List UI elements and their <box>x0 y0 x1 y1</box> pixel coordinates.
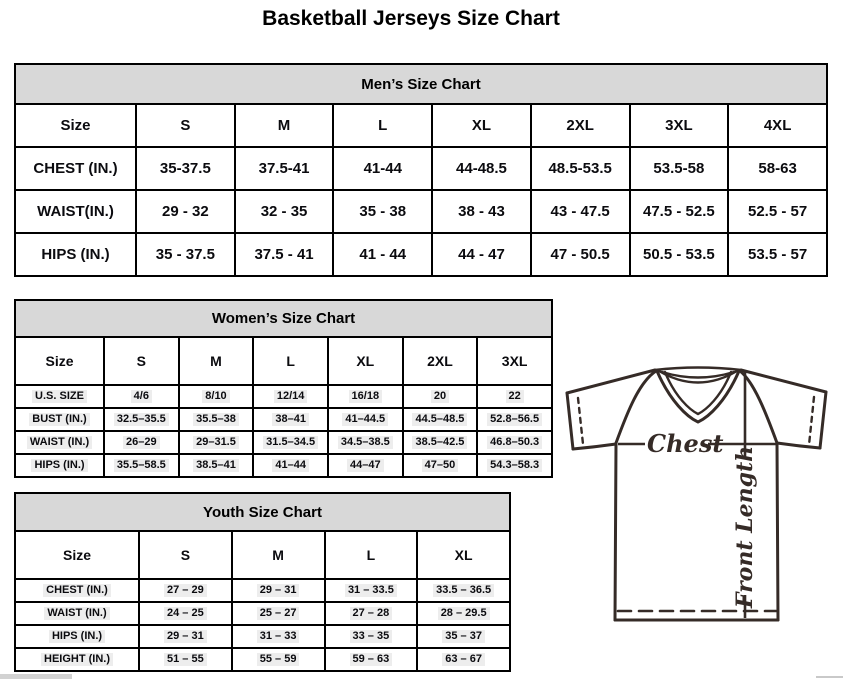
size-value-cell <box>232 625 325 648</box>
size-value-cell: 58-63 <box>728 147 827 190</box>
size-value-cell <box>477 385 552 408</box>
size-value-cell <box>104 431 179 454</box>
size-value: 27 – 29 <box>164 584 207 598</box>
scrollbar-fragment <box>816 676 843 678</box>
size-value-cell <box>477 408 552 431</box>
size-value: 29 – 31 <box>164 630 207 644</box>
size-value-cell <box>325 625 418 648</box>
page-title: Basketball Jerseys Size Chart <box>262 7 560 30</box>
jersey-measurement-diagram <box>555 355 837 640</box>
size-value-cell <box>104 408 179 431</box>
size-value: 38–41 <box>272 413 309 427</box>
row-label <box>15 454 104 477</box>
chart-title: Youth Size Chart <box>15 493 510 531</box>
row-label <box>15 648 139 671</box>
size-value-cell: 47.5 - 52.5 <box>630 190 729 233</box>
size-value-cell <box>328 454 403 477</box>
size-value-cell <box>104 454 179 477</box>
column-header: S <box>104 337 179 385</box>
row-label-text: HEIGHT (IN.) <box>41 653 113 667</box>
size-value-cell: 50.5 - 53.5 <box>630 233 729 276</box>
size-value-cell <box>477 431 552 454</box>
mens-size-chart-table <box>14 63 828 277</box>
size-value-cell <box>325 648 418 671</box>
size-value-cell <box>253 431 328 454</box>
size-value-cell <box>477 454 552 477</box>
row-label-text: WAIST (IN.) <box>44 607 109 621</box>
size-value-cell <box>139 602 232 625</box>
size-value: 29–31.5 <box>193 436 239 450</box>
size-value-cell: 41-44 <box>333 147 432 190</box>
size-value-cell: 52.5 - 57 <box>728 190 827 233</box>
row-label-text: U.S. SIZE <box>32 390 87 404</box>
size-value: 33 – 35 <box>350 630 393 644</box>
column-header: L <box>253 337 328 385</box>
size-value: 28 – 29.5 <box>438 607 490 621</box>
size-value: 33.5 – 36.5 <box>433 584 494 598</box>
column-header: S <box>139 531 232 579</box>
size-value-cell <box>417 579 510 602</box>
size-value-cell: 29 - 32 <box>136 190 235 233</box>
column-header: 3XL <box>477 337 552 385</box>
size-value-cell <box>104 385 179 408</box>
size-value-cell <box>325 602 418 625</box>
size-value-cell <box>179 408 254 431</box>
column-header: XL <box>328 337 403 385</box>
size-value: 20 <box>431 390 449 404</box>
size-value: 46.8–50.3 <box>487 436 542 450</box>
size-value-cell <box>403 408 478 431</box>
row-label <box>15 385 104 408</box>
row-label: CHEST (IN.) <box>15 147 136 190</box>
size-value-cell: 35-37.5 <box>136 147 235 190</box>
size-value-cell: 41 - 44 <box>333 233 432 276</box>
size-value-cell: 44 - 47 <box>432 233 531 276</box>
column-header: 4XL <box>728 104 827 147</box>
size-value-cell <box>325 579 418 602</box>
size-value: 34.5–38.5 <box>338 436 393 450</box>
column-header: XL <box>417 531 510 579</box>
size-value-cell <box>403 431 478 454</box>
chart-title: Men’s Size Chart <box>15 64 827 104</box>
row-label <box>15 408 104 431</box>
column-header: L <box>325 531 418 579</box>
row-label-text: CHEST (IN.) <box>43 584 111 598</box>
size-value: 52.8–56.5 <box>487 413 542 427</box>
size-value: 35 – 37 <box>442 630 485 644</box>
size-value-cell: 53.5 - 57 <box>728 233 827 276</box>
size-value-cell <box>179 454 254 477</box>
row-label <box>15 602 139 625</box>
size-value-cell: 35 - 37.5 <box>136 233 235 276</box>
size-value-cell <box>179 385 254 408</box>
size-value: 27 – 28 <box>350 607 393 621</box>
size-value: 4/6 <box>131 390 152 404</box>
size-value-cell <box>232 602 325 625</box>
size-value-cell <box>328 408 403 431</box>
row-label: WAIST(IN.) <box>15 190 136 233</box>
row-label-text: HIPS (IN.) <box>31 459 87 473</box>
jersey-outline-icon <box>567 368 826 621</box>
column-header: Size <box>15 337 104 385</box>
size-value-cell <box>417 648 510 671</box>
size-value: 51 – 55 <box>164 653 207 667</box>
size-value-cell <box>253 385 328 408</box>
row-label: HIPS (IN.) <box>15 233 136 276</box>
size-value-cell <box>417 602 510 625</box>
column-header: M <box>179 337 254 385</box>
row-label <box>15 579 139 602</box>
row-label-text: BUST (IN.) <box>29 413 89 427</box>
size-value-cell <box>232 579 325 602</box>
column-header: M <box>235 104 334 147</box>
size-value: 8/10 <box>202 390 229 404</box>
size-value: 26–29 <box>123 436 160 450</box>
column-header: 2XL <box>531 104 630 147</box>
size-value-cell <box>328 431 403 454</box>
size-value-cell <box>232 648 325 671</box>
size-value-cell <box>417 625 510 648</box>
size-value-cell: 44-48.5 <box>432 147 531 190</box>
size-value: 25 – 27 <box>257 607 300 621</box>
size-value-cell: 53.5-58 <box>630 147 729 190</box>
column-header: XL <box>432 104 531 147</box>
row-label <box>15 625 139 648</box>
size-value: 54.3–58.3 <box>487 459 542 473</box>
size-value-cell <box>403 454 478 477</box>
size-value: 38.5–42.5 <box>412 436 467 450</box>
size-value: 47–50 <box>422 459 459 473</box>
size-value: 24 – 25 <box>164 607 207 621</box>
column-header: Size <box>15 104 136 147</box>
size-value: 55 – 59 <box>257 653 300 667</box>
scrollbar-fragment <box>0 674 72 679</box>
size-value: 29 – 31 <box>257 584 300 598</box>
row-label <box>15 431 104 454</box>
size-value: 44–47 <box>347 459 384 473</box>
size-value: 22 <box>506 390 524 404</box>
size-value: 16/18 <box>349 390 383 404</box>
row-label-text: HIPS (IN.) <box>49 630 105 644</box>
size-value-cell: 32 - 35 <box>235 190 334 233</box>
size-value: 31 – 33.5 <box>345 584 397 598</box>
column-header: L <box>333 104 432 147</box>
size-value: 31.5–34.5 <box>263 436 318 450</box>
size-value: 32.5–35.5 <box>114 413 169 427</box>
size-value-cell <box>403 385 478 408</box>
size-value: 41–44.5 <box>342 413 388 427</box>
size-value-cell: 48.5-53.5 <box>531 147 630 190</box>
size-value-cell <box>328 385 403 408</box>
size-value-cell <box>253 454 328 477</box>
womens-size-chart-table <box>14 299 553 478</box>
column-header: S <box>136 104 235 147</box>
size-value-cell: 35 - 38 <box>333 190 432 233</box>
size-value-cell: 47 - 50.5 <box>531 233 630 276</box>
size-value: 12/14 <box>274 390 308 404</box>
size-value: 41–44 <box>272 459 309 473</box>
size-value-cell <box>139 648 232 671</box>
size-value-cell <box>139 625 232 648</box>
row-label-text: WAIST (IN.) <box>27 436 92 450</box>
column-header: Size <box>15 531 139 579</box>
youth-size-chart-table <box>14 492 511 672</box>
size-value: 59 – 63 <box>350 653 393 667</box>
size-value-cell <box>179 431 254 454</box>
size-value: 31 – 33 <box>257 630 300 644</box>
size-value-cell <box>253 408 328 431</box>
size-value: 35.5–38 <box>193 413 239 427</box>
size-value-cell: 37.5 - 41 <box>235 233 334 276</box>
size-value: 63 – 67 <box>442 653 485 667</box>
size-value-cell: 37.5-41 <box>235 147 334 190</box>
size-value: 35.5–58.5 <box>114 459 169 473</box>
chest-label: Chest <box>647 429 724 458</box>
size-value-cell <box>139 579 232 602</box>
size-value-cell: 43 - 47.5 <box>531 190 630 233</box>
column-header: 3XL <box>630 104 729 147</box>
front-length-label: Front Length <box>732 445 758 609</box>
column-header: 2XL <box>403 337 478 385</box>
chart-title: Women’s Size Chart <box>15 300 552 337</box>
size-value: 38.5–41 <box>193 459 239 473</box>
size-value-cell: 38 - 43 <box>432 190 531 233</box>
size-value: 44.5–48.5 <box>412 413 467 427</box>
column-header: M <box>232 531 325 579</box>
